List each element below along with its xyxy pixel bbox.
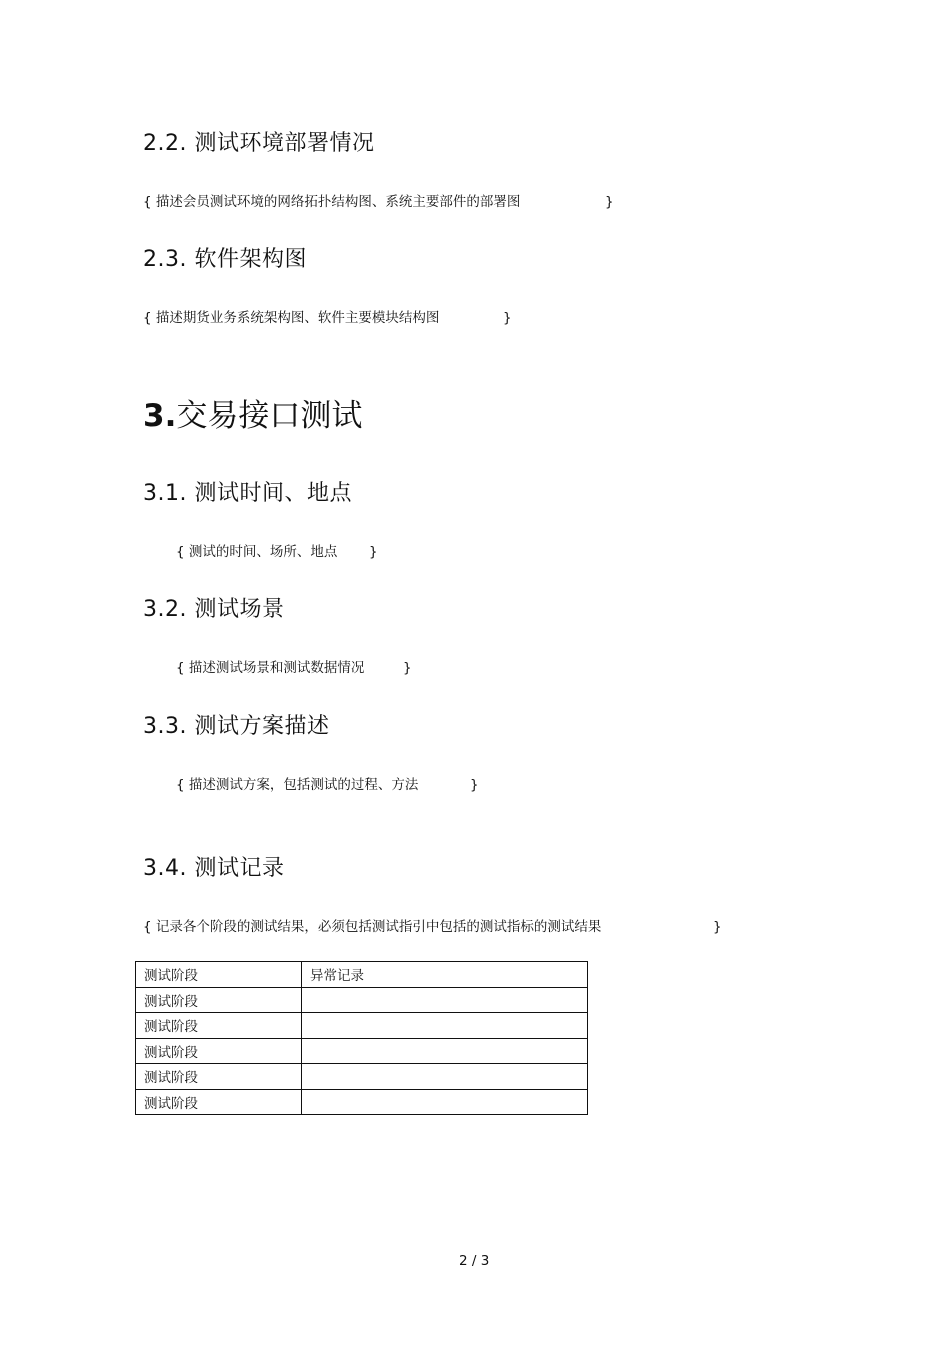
note-2-3-close: } bbox=[503, 310, 512, 326]
header-cell-exception: 异常记录 bbox=[302, 962, 588, 988]
note-3-1-text: { 测试的时间、场所、地点 bbox=[176, 544, 338, 560]
note-3-3-text: { 描述测试方案，包括测试的过程、方法 bbox=[176, 777, 419, 793]
note-3-4-close: } bbox=[713, 919, 722, 935]
test-record-table bbox=[135, 961, 588, 1115]
header-cell-stage: 测试阶段 bbox=[136, 962, 302, 988]
note-3-2-text: { 描述测试场景和测试数据情况 bbox=[176, 660, 365, 676]
heading-2-3: 2.3. 软件架构图 bbox=[143, 247, 307, 272]
table-cell-exception bbox=[302, 1064, 588, 1090]
note-3-2-close: } bbox=[403, 660, 412, 676]
table-cell-stage: 测试阶段 bbox=[136, 1013, 302, 1039]
table-row bbox=[136, 1013, 588, 1039]
note-3-1-close: } bbox=[369, 544, 378, 560]
table-row bbox=[136, 1064, 588, 1090]
heading-3-2: 3.2. 测试场景 bbox=[143, 597, 285, 622]
note-2-2 bbox=[143, 193, 613, 211]
table-row bbox=[136, 1089, 588, 1115]
table-cell-stage: 测试阶段 bbox=[136, 1064, 302, 1090]
table-cell-exception bbox=[302, 1038, 588, 1064]
table-row bbox=[136, 987, 588, 1013]
heading-3-1: 3.1. 测试时间、地点 bbox=[143, 481, 352, 506]
note-2-3-text: { 描述期货业务系统架构图、软件主要模块结构图 bbox=[143, 310, 440, 326]
table-cell-exception bbox=[302, 987, 588, 1013]
note-2-2-close: } bbox=[605, 194, 614, 210]
table-cell-stage: 测试阶段 bbox=[136, 1089, 302, 1115]
heading-3-number: 3. bbox=[143, 398, 177, 434]
heading-3-3: 3.3. 测试方案描述 bbox=[143, 714, 330, 739]
page-number: 2 / 3 bbox=[459, 1253, 490, 1269]
table-cell-exception bbox=[302, 1013, 588, 1039]
table-header-row bbox=[136, 962, 588, 988]
table-cell-stage: 测试阶段 bbox=[136, 1038, 302, 1064]
heading-3-4: 3.4. 测试记录 bbox=[143, 856, 285, 881]
note-3-2 bbox=[176, 659, 416, 677]
note-3-3 bbox=[176, 776, 486, 794]
note-2-2-text: { 描述会员测试环境的网络拓扑结构图、系统主要部件的部署图 bbox=[143, 194, 521, 210]
table-row bbox=[136, 1038, 588, 1064]
note-3-1 bbox=[176, 543, 381, 561]
table-cell-stage: 测试阶段 bbox=[136, 987, 302, 1013]
heading-3 bbox=[143, 397, 362, 435]
heading-3-title: 交易接口测试 bbox=[176, 398, 363, 434]
heading-2-2: 2.2. 测试环境部署情况 bbox=[143, 131, 375, 156]
note-2-3 bbox=[143, 309, 513, 327]
table-cell-exception bbox=[302, 1089, 588, 1115]
note-3-4-text: { 记录各个阶段的测试结果，必须包括测试指引中包括的测试指标的测试结果 bbox=[143, 919, 602, 935]
note-3-3-close: } bbox=[470, 777, 479, 793]
note-3-4 bbox=[143, 918, 733, 936]
